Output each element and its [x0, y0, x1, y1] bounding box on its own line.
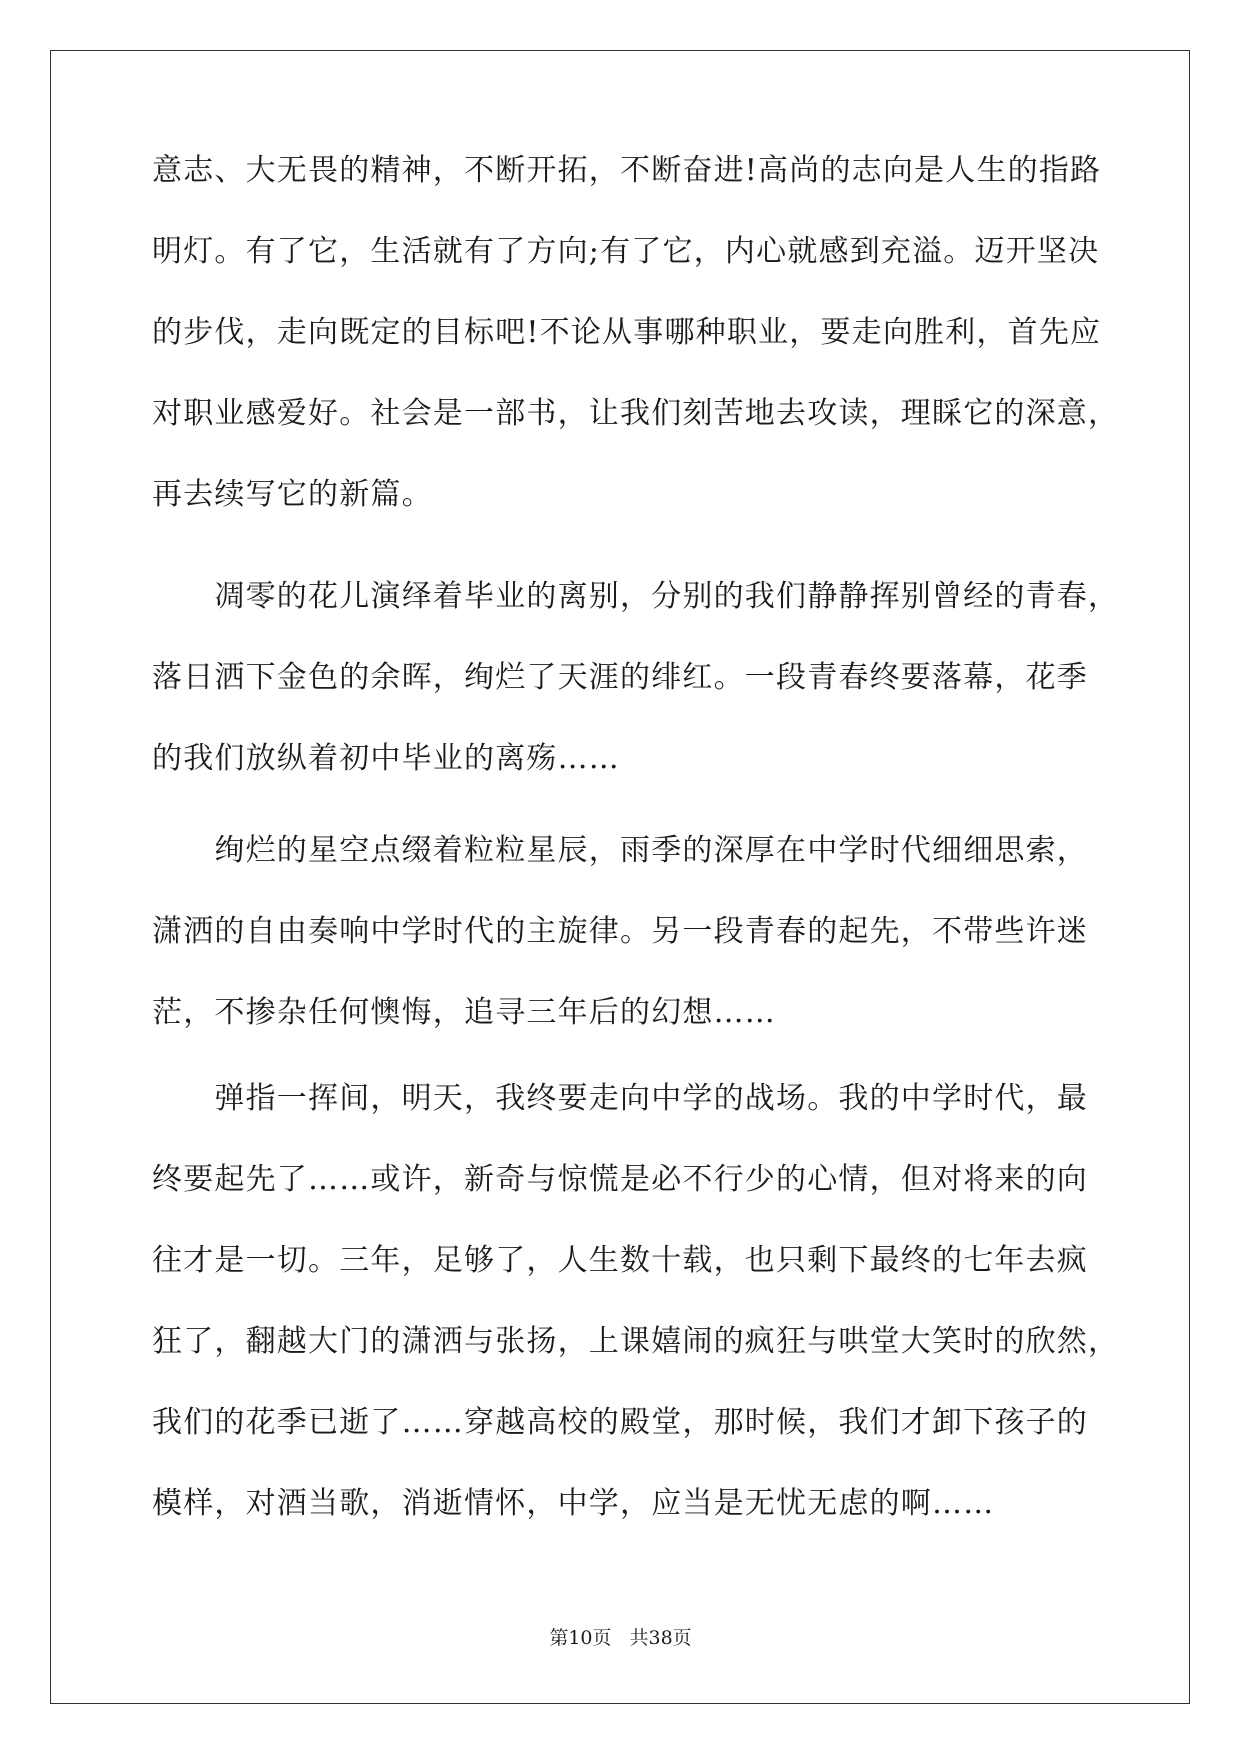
page-footer [0, 1626, 1241, 1650]
page-border [50, 50, 1190, 1704]
text-line: 凋零的花儿演绎着毕业的离别，分别的我们静静挥别曾经的青春， [152, 579, 1120, 614]
text-line: 终要起先了……或许，新奇与惊慌是必不行少的心情，但对将来的向 [152, 1162, 1088, 1197]
text-line: 弹指一挥间，明天，我终要走向中学的战场。我的中学时代，最 [152, 1081, 1088, 1116]
text-line: 对职业感爱好。社会是一部书，让我们刻苦地去攻读，理睬它的深意， [152, 396, 1120, 431]
text-line: 我们的花季已逝了……穿越高校的殿堂，那时候，我们才卸下孩子的 [152, 1405, 1088, 1440]
text-line: 落日洒下金色的余晖，绚烂了天涯的绯红。一段青春终要落幕，花季 [152, 660, 1088, 695]
text-line: 明灯。有了它，生活就有了方向;有了它，内心就感到充溢。迈开坚决 [152, 234, 1100, 269]
text-line: 往才是一切。三年，足够了，人生数十载，也只剩下最终的七年去疯 [152, 1243, 1088, 1278]
text-line: 的步伐，走向既定的目标吧!不论从事哪种职业，要走向胜利，首先应 [152, 315, 1102, 350]
text-line: 绚烂的星空点缀着粒粒星辰，雨季的深厚在中学时代细细思索， [152, 833, 1088, 868]
text-line: 再去续写它的新篇。 [152, 477, 433, 512]
text-line: 意志、大无畏的精神，不断开拓，不断奋进!高尚的志向是人生的指路 [152, 153, 1102, 188]
text-line: 潇洒的自由奏响中学时代的主旋律。另一段青春的起先，不带些许迷 [152, 914, 1088, 949]
page-number: 第10页 [549, 1627, 612, 1649]
text-line: 茫，不掺杂任何懊悔，追寻三年后的幻想…… [152, 995, 776, 1030]
text-line: 狂了，翻越大门的潇洒与张扬，上课嬉闹的疯狂与哄堂大笑时的欣然， [152, 1324, 1120, 1359]
text-line: 模样，对酒当歌，消逝情怀，中学，应当是无忧无虑的啊…… [152, 1486, 995, 1521]
page-total: 共38页 [629, 1627, 692, 1649]
text-line: 的我们放纵着初中毕业的离殇…… [152, 741, 620, 776]
